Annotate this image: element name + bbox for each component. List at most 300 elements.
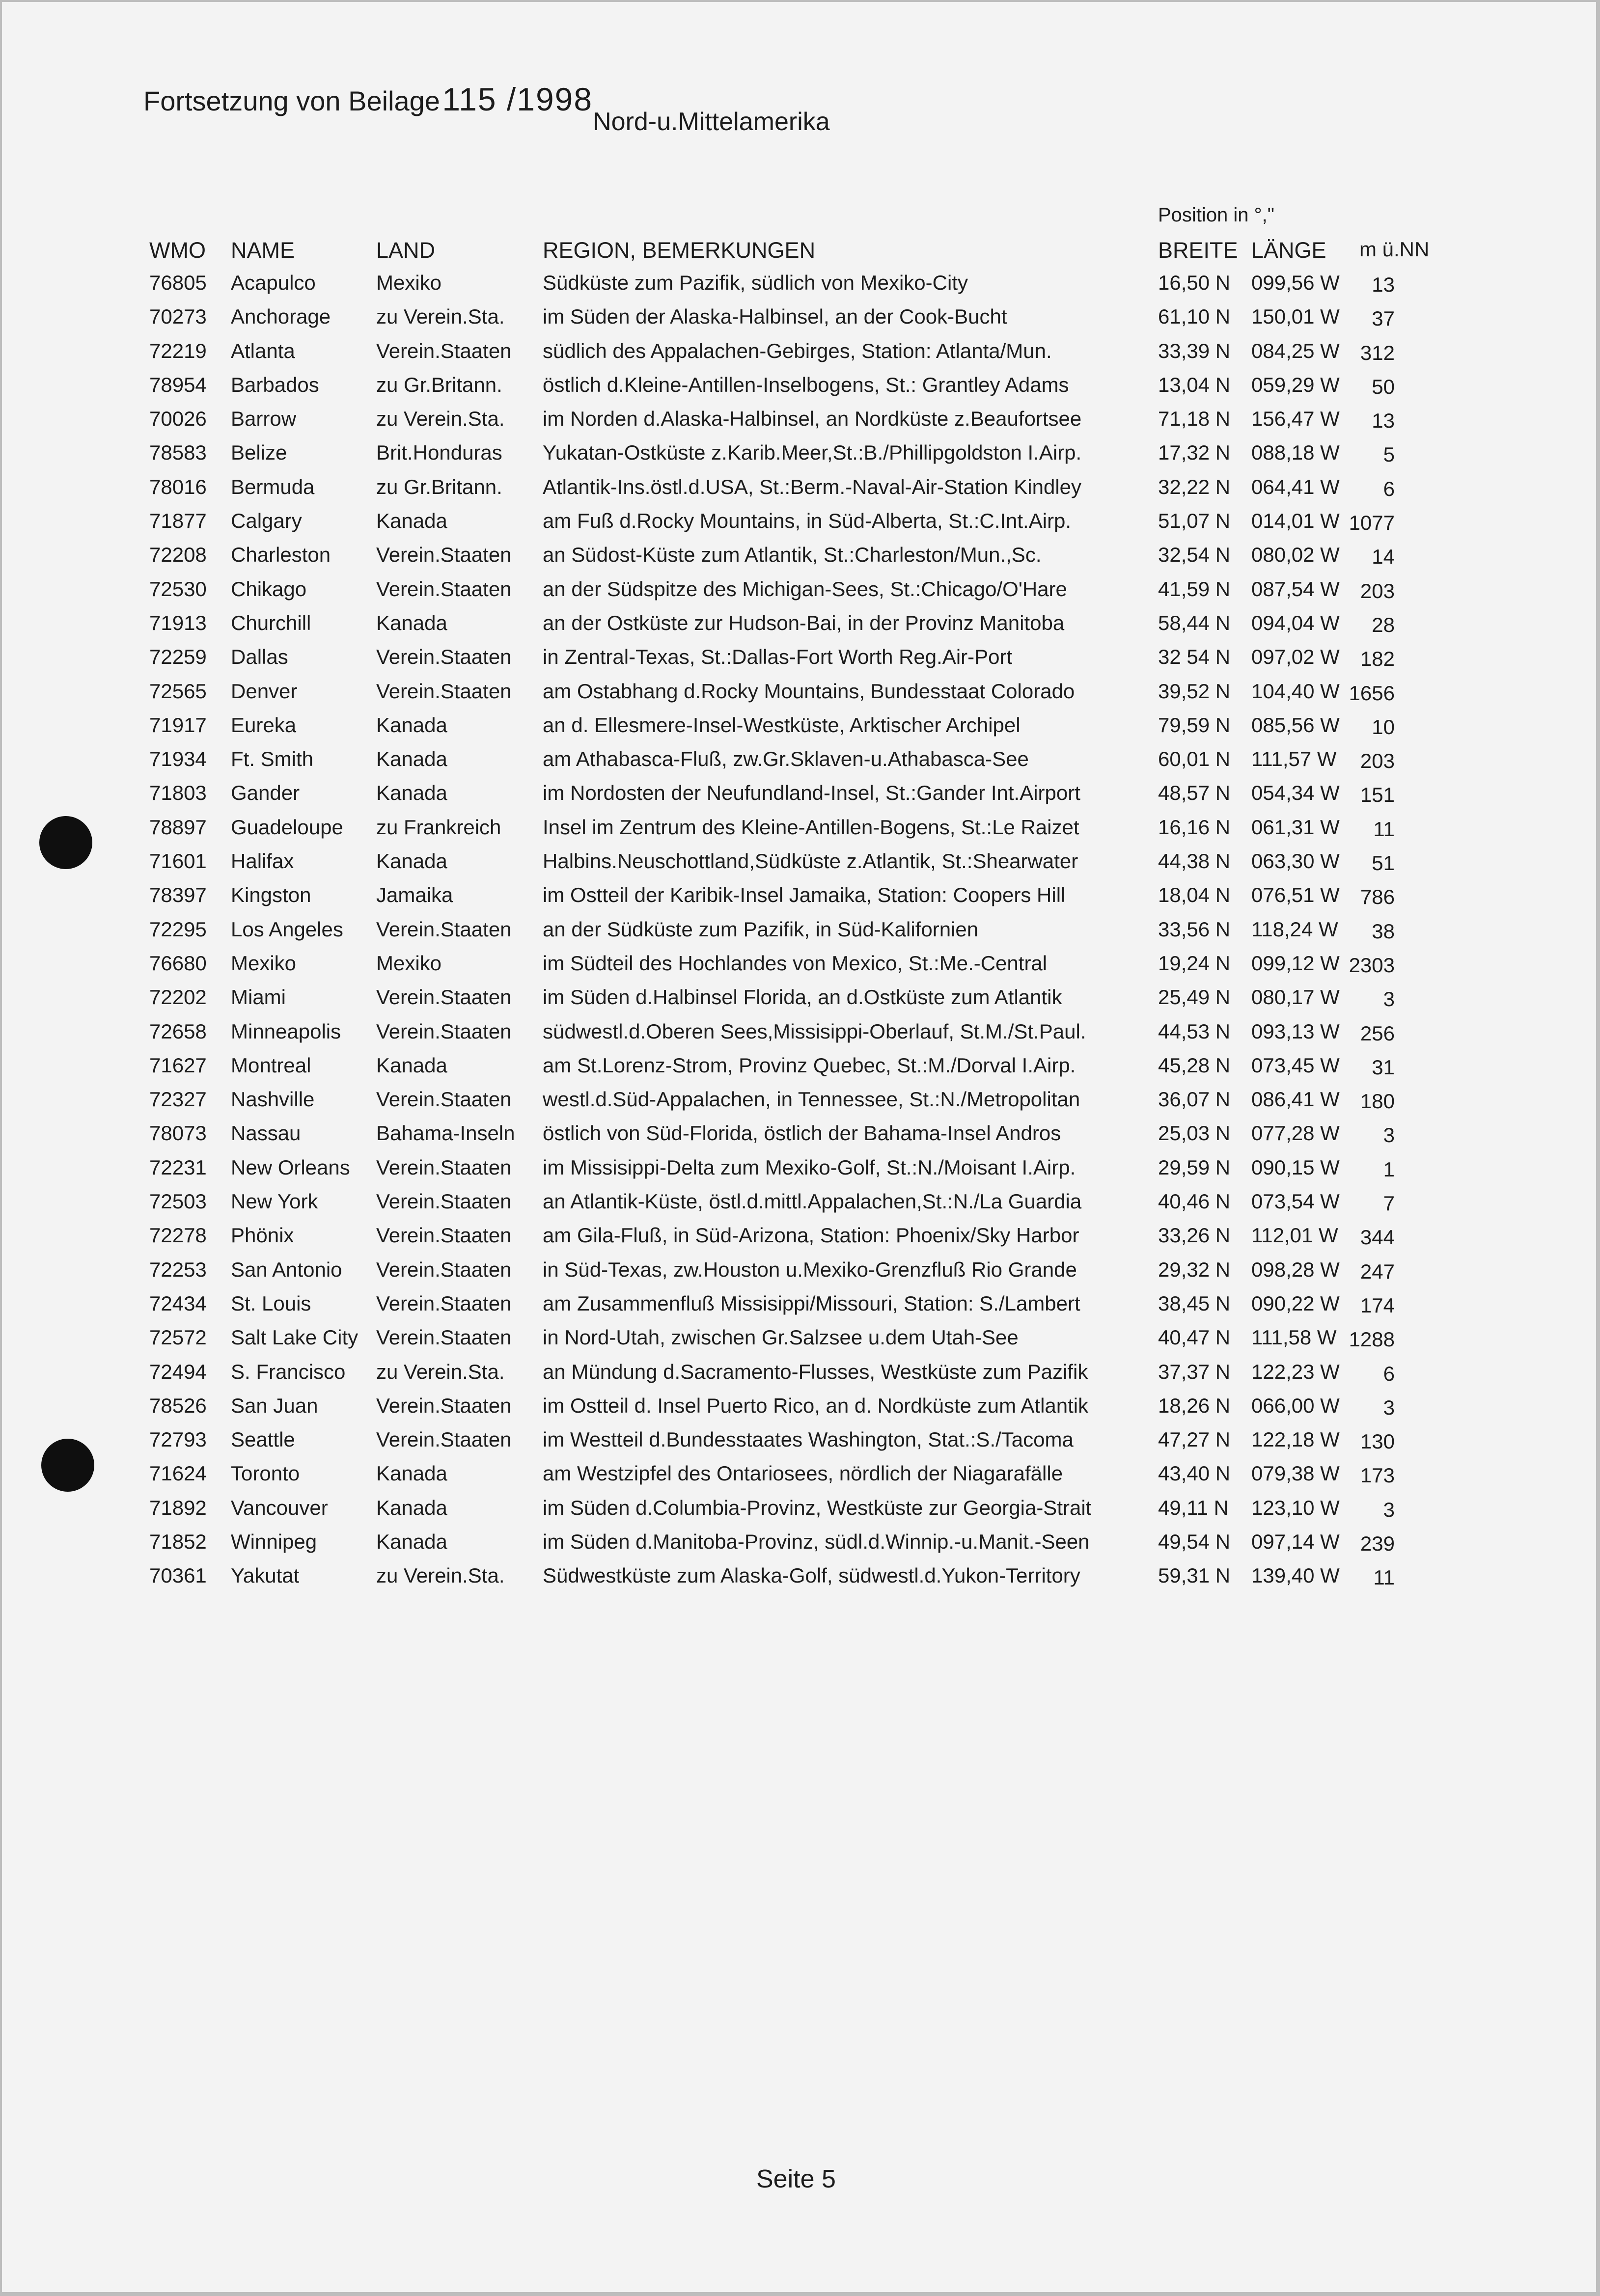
cell-breite: 48,57 N: [1158, 781, 1231, 805]
cell-wmo: 78897: [149, 815, 207, 839]
table-row: [2, 441, 1596, 475]
cell-wmo: 78016: [149, 475, 207, 498]
cell-hoehe: 173: [1360, 1464, 1395, 1487]
cell-hoehe: 344: [1360, 1226, 1395, 1249]
cell-hoehe: 151: [1360, 783, 1395, 807]
cell-name: San Juan: [231, 1394, 318, 1417]
table-row: [2, 611, 1596, 645]
table-row: [2, 1020, 1596, 1054]
cell-wmo: 72503: [149, 1190, 207, 1213]
cell-laenge: 099,12 W: [1251, 951, 1340, 975]
cell-wmo: 76680: [149, 951, 207, 975]
cell-region: südwestl.d.Oberen Sees,Missisippi-Oberlauf, St.M./St.Paul.: [543, 1019, 1086, 1043]
table-row: [2, 1224, 1596, 1257]
cell-hoehe: 203: [1360, 579, 1395, 602]
position-label: Position in °,": [1158, 204, 1274, 226]
col-header-hoehe: m ü.NN: [1359, 238, 1430, 261]
cell-land: Kanada: [376, 747, 447, 771]
cell-land: Verein.Staaten: [376, 577, 512, 601]
cell-name: New York: [231, 1190, 318, 1213]
table-row: [2, 1292, 1596, 1326]
cell-hoehe: 10: [1372, 715, 1395, 738]
cell-hoehe: 13: [1372, 409, 1395, 433]
cell-breite: 45,28 N: [1158, 1053, 1231, 1077]
cell-breite: 29,59 N: [1158, 1155, 1231, 1179]
cell-name: St. Louis: [231, 1291, 311, 1315]
cell-land: Kanada: [376, 1053, 447, 1077]
cell-breite: 13,04 N: [1158, 373, 1231, 396]
cell-hoehe: 1077: [1349, 511, 1395, 535]
table-row: [2, 577, 1596, 611]
cell-wmo: 71852: [149, 1530, 207, 1553]
cell-land: zu Frankreich: [376, 815, 501, 839]
cell-name: Dallas: [231, 645, 288, 669]
cell-land: Kanada: [376, 1530, 447, 1553]
table-row: [2, 816, 1596, 849]
cell-breite: 43,40 N: [1158, 1462, 1231, 1485]
cell-region: Insel im Zentrum des Kleine-Antillen-Bogens, St.:Le Raizet: [543, 815, 1079, 839]
cell-name: New Orleans: [231, 1155, 350, 1179]
cell-laenge: 094,04 W: [1251, 611, 1340, 634]
cell-name: Yakutat: [231, 1564, 300, 1587]
cell-hoehe: 11: [1373, 817, 1395, 841]
cell-land: Verein.Staaten: [376, 679, 512, 703]
cell-land: Kanada: [376, 849, 447, 873]
table-row: [2, 1258, 1596, 1292]
table-row: [2, 918, 1596, 952]
table-row: [2, 407, 1596, 441]
cell-region: südlich des Appalachen-Gebirges, Station: Atlanta/Mun.: [543, 339, 1052, 362]
cell-breite: 79,59 N: [1158, 713, 1231, 737]
table-row: [2, 373, 1596, 407]
cell-region: im Süden der Alaska-Halbinsel, an der Cook-Bucht: [543, 305, 1007, 328]
cell-region: Südküste zum Pazifik, südlich von Mexiko-City: [543, 271, 968, 294]
cell-breite: 61,10 N: [1158, 305, 1231, 328]
cell-hoehe: 6: [1383, 1362, 1395, 1385]
cell-hoehe: 7: [1383, 1192, 1395, 1215]
cell-name: Seattle: [231, 1428, 295, 1451]
cell-wmo: 78073: [149, 1121, 207, 1145]
cell-name: Churchill: [231, 611, 311, 634]
cell-laenge: 098,28 W: [1251, 1257, 1340, 1281]
cell-land: Kanada: [376, 713, 447, 737]
table-row: [2, 952, 1596, 985]
cell-region: am Fuß d.Rocky Mountains, in Süd-Alberta, St.:C.Int.Airp.: [543, 509, 1072, 533]
cell-laenge: 123,10 W: [1251, 1496, 1340, 1519]
cell-hoehe: 2303: [1349, 953, 1395, 977]
cell-hoehe: 1656: [1349, 681, 1395, 705]
cell-hoehe: 239: [1360, 1531, 1395, 1555]
cell-land: Verein.Staaten: [376, 1291, 512, 1315]
cell-land: Kanada: [376, 611, 447, 634]
cell-breite: 49,11 N: [1158, 1496, 1229, 1519]
cell-region: im Süden d.Columbia-Provinz, Westküste zur Georgia-Strait: [543, 1496, 1092, 1519]
cell-region: im Nordosten der Neufundland-Insel, St.:Gander Int.Airport: [543, 781, 1080, 805]
cell-name: Los Angeles: [231, 917, 343, 941]
cell-name: Belize: [231, 441, 287, 465]
cell-region: in Süd-Texas, zw.Houston u.Mexiko-Grenzfluß Rio Grande: [543, 1257, 1077, 1281]
cell-laenge: 112,01 W: [1251, 1224, 1338, 1247]
cell-breite: 33,26 N: [1158, 1224, 1231, 1247]
table-row: [2, 339, 1596, 373]
cell-breite: 44,38 N: [1158, 849, 1231, 873]
cell-hoehe: 38: [1372, 919, 1395, 943]
table-row: [2, 985, 1596, 1019]
cell-breite: 44,53 N: [1158, 1019, 1231, 1043]
table-row: [2, 1462, 1596, 1496]
cell-hoehe: 13: [1372, 273, 1395, 296]
cell-region: im Missisippi-Delta zum Mexiko-Golf, St.:N./Moisant I.Airp.: [543, 1155, 1076, 1179]
cell-land: Verein.Staaten: [376, 1257, 512, 1281]
cell-wmo: 72494: [149, 1360, 207, 1383]
cell-region: Südwestküste zum Alaska-Golf, südwestl.d.Yukon-Territory: [543, 1564, 1080, 1587]
cell-name: Charleston: [231, 543, 331, 567]
cell-name: Phönix: [231, 1224, 294, 1247]
cell-wmo: 72208: [149, 543, 207, 567]
cell-wmo: 71934: [149, 747, 207, 771]
cell-region: Yukatan-Ostküste z.Karib.Meer,St.:B./Phillipgoldston I.Airp.: [543, 441, 1082, 465]
cell-land: Verein.Staaten: [376, 1155, 512, 1179]
cell-land: Verein.Staaten: [376, 1326, 512, 1349]
cell-hoehe: 3: [1383, 1498, 1395, 1521]
cell-wmo: 72572: [149, 1326, 207, 1349]
cell-hoehe: 31: [1372, 1055, 1395, 1079]
cell-name: Calgary: [231, 509, 302, 533]
col-header-laenge: LÄNGE: [1251, 238, 1326, 263]
cell-land: Verein.Staaten: [376, 1088, 512, 1111]
cell-region: an der Südspitze des Michigan-Sees, St.:Chicago/O'Hare: [543, 577, 1067, 601]
cell-wmo: 72259: [149, 645, 207, 669]
cell-breite: 18,26 N: [1158, 1394, 1231, 1417]
cell-hoehe: 256: [1360, 1021, 1395, 1045]
table-row: [2, 1088, 1596, 1121]
cell-wmo: 70273: [149, 305, 207, 328]
cell-laenge: 073,45 W: [1251, 1053, 1340, 1077]
cell-land: Jamaika: [376, 883, 453, 907]
table-row: [2, 1394, 1596, 1428]
cell-region: an d. Ellesmere-Insel-Westküste, Arktischer Archipel: [543, 713, 1021, 737]
cell-laenge: 097,02 W: [1251, 645, 1340, 669]
cell-region: im Ostteil der Karibik-Insel Jamaika, Station: Coopers Hill: [543, 883, 1066, 907]
cell-land: zu Verein.Sta.: [376, 1360, 505, 1383]
cell-wmo: 71624: [149, 1462, 207, 1485]
cell-name: Vancouver: [231, 1496, 328, 1519]
cell-land: Kanada: [376, 781, 447, 805]
cell-wmo: 72658: [149, 1019, 207, 1043]
cell-wmo: 78954: [149, 373, 207, 396]
cell-wmo: 71917: [149, 713, 207, 737]
table-row: [2, 305, 1596, 339]
table-row: [2, 1530, 1596, 1564]
cell-wmo: 76805: [149, 271, 207, 294]
cell-laenge: 079,38 W: [1251, 1462, 1340, 1485]
cell-wmo: 71627: [149, 1053, 207, 1077]
cell-hoehe: 174: [1360, 1293, 1395, 1317]
cell-region: im Süden d.Halbinsel Florida, an d.Ostküste zum Atlantik: [543, 985, 1062, 1009]
cell-hoehe: 3: [1383, 1395, 1395, 1419]
table-row: [2, 1428, 1596, 1462]
cell-wmo: 70361: [149, 1564, 207, 1587]
cell-laenge: 118,24 W: [1251, 917, 1338, 941]
cell-hoehe: 180: [1360, 1090, 1395, 1113]
cell-wmo: 71601: [149, 849, 207, 873]
cell-wmo: 71913: [149, 611, 207, 634]
cell-region: Atlantik-Ins.östl.d.USA, St.:Berm.-Naval-Air-Station Kindley: [543, 475, 1082, 498]
table-row: [2, 1326, 1596, 1360]
cell-name: Toronto: [231, 1462, 300, 1485]
cell-laenge: 073,54 W: [1251, 1190, 1340, 1213]
cell-region: im Süden d.Manitoba-Provinz, südl.d.Winnip.-u.Manit.-Seen: [543, 1530, 1090, 1553]
cell-land: Verein.Staaten: [376, 1428, 512, 1451]
cell-name: Salt Lake City: [231, 1326, 359, 1349]
cell-breite: 71,18 N: [1158, 407, 1231, 431]
cell-region: im Südteil des Hochlandes von Mexico, St.:Me.-Central: [543, 951, 1048, 975]
cell-name: Kingston: [231, 883, 311, 907]
cell-hoehe: 3: [1383, 987, 1395, 1011]
header-number: 115 /1998: [442, 81, 593, 117]
cell-hoehe: 5: [1383, 443, 1395, 466]
cell-breite: 32,22 N: [1158, 475, 1231, 498]
cell-region: am Gila-Fluß, in Süd-Arizona, Station: Phoenix/Sky Harbor: [543, 1224, 1079, 1247]
cell-hoehe: 1: [1383, 1157, 1395, 1181]
cell-breite: 38,45 N: [1158, 1291, 1231, 1315]
cell-breite: 16,50 N: [1158, 271, 1231, 294]
cell-name: Barbados: [231, 373, 319, 396]
cell-hoehe: 1288: [1349, 1328, 1395, 1351]
table-row: [2, 475, 1596, 509]
cell-land: Verein.Staaten: [376, 543, 512, 567]
cell-breite: 41,59 N: [1158, 577, 1231, 601]
station-table: [2, 271, 1596, 1598]
cell-laenge: 080,02 W: [1251, 543, 1340, 567]
cell-breite: 39,52 N: [1158, 679, 1231, 703]
cell-laenge: 059,29 W: [1251, 373, 1340, 396]
cell-region: in Zentral-Texas, St.:Dallas-Fort Worth Reg.Air-Port: [543, 645, 1013, 669]
cell-breite: 32 54 N: [1158, 645, 1231, 669]
table-row: [2, 1190, 1596, 1224]
cell-wmo: 72278: [149, 1224, 207, 1247]
cell-wmo: 78583: [149, 441, 207, 465]
cell-name: Minneapolis: [231, 1019, 341, 1043]
cell-laenge: 087,54 W: [1251, 577, 1340, 601]
cell-wmo: 72219: [149, 339, 207, 362]
cell-breite: 58,44 N: [1158, 611, 1231, 634]
cell-wmo: 72793: [149, 1428, 207, 1451]
cell-land: Bahama-Inseln: [376, 1121, 515, 1145]
table-row: [2, 849, 1596, 883]
cell-region: im Westteil d.Bundesstaates Washington, Stat.:S./Tacoma: [543, 1428, 1074, 1451]
cell-laenge: 099,56 W: [1251, 271, 1340, 294]
cell-laenge: 063,30 W: [1251, 849, 1340, 873]
cell-region: westl.d.Süd-Appalachen, in Tennessee, St.:N./Metropolitan: [543, 1088, 1080, 1111]
cell-breite: 37,37 N: [1158, 1360, 1231, 1383]
cell-hoehe: 312: [1360, 341, 1395, 364]
page-number: Seite 5: [756, 2165, 836, 2193]
cell-land: zu Gr.Britann.: [376, 373, 502, 396]
table-row: [2, 1054, 1596, 1088]
cell-laenge: 156,47 W: [1251, 407, 1340, 431]
table-row: [2, 1121, 1596, 1155]
cell-region: am Athabasca-Fluß, zw.Gr.Sklaven-u.Athabasca-See: [543, 747, 1029, 771]
cell-hoehe: 51: [1372, 851, 1395, 875]
cell-laenge: 066,00 W: [1251, 1394, 1340, 1417]
cell-name: Mexiko: [231, 951, 297, 975]
cell-hoehe: 11: [1373, 1566, 1395, 1589]
cell-land: Verein.Staaten: [376, 985, 512, 1009]
cell-land: zu Verein.Sta.: [376, 305, 505, 328]
col-header-name: NAME: [231, 238, 295, 263]
cell-wmo: 72530: [149, 577, 207, 601]
table-row: [2, 1360, 1596, 1394]
cell-land: Verein.Staaten: [376, 1394, 512, 1417]
cell-laenge: 122,23 W: [1251, 1360, 1340, 1383]
cell-name: Halifax: [231, 849, 294, 873]
cell-breite: 36,07 N: [1158, 1088, 1231, 1111]
header-prefix: Fortsetzung von Beilage: [143, 85, 440, 116]
cell-region: Halbins.Neuschottland,Südküste z.Atlantik, St.:Shearwater: [543, 849, 1078, 873]
cell-region: am Zusammenfluß Missisippi/Missouri, Station: S./Lambert: [543, 1291, 1080, 1315]
cell-region: am Westzipfel des Ontariosees, nördlich der Niagarafälle: [543, 1462, 1063, 1485]
cell-name: Winnipeg: [231, 1530, 317, 1553]
cell-laenge: 085,56 W: [1251, 713, 1340, 737]
cell-name: Montreal: [231, 1053, 311, 1077]
cell-land: Verein.Staaten: [376, 1019, 512, 1043]
cell-breite: 17,32 N: [1158, 441, 1231, 465]
cell-hoehe: 50: [1372, 375, 1395, 398]
cell-laenge: 014,01 W: [1251, 509, 1340, 533]
cell-laenge: 064,41 W: [1251, 475, 1340, 498]
cell-breite: 60,01 N: [1158, 747, 1231, 771]
cell-region: im Ostteil d. Insel Puerto Rico, an d. Nordküste zum Atlantik: [543, 1394, 1089, 1417]
cell-region: östlich d.Kleine-Antillen-Inselbogens, St.: Grantley Adams: [543, 373, 1069, 396]
cell-region: an Mündung d.Sacramento-Flusses, Westküste zum Pazifik: [543, 1360, 1088, 1383]
cell-hoehe: 247: [1360, 1259, 1395, 1283]
cell-land: zu Verein.Sta.: [376, 407, 505, 431]
cell-land: Verein.Staaten: [376, 1224, 512, 1247]
table-row: [2, 747, 1596, 781]
table-row: [2, 781, 1596, 815]
cell-land: Brit.Honduras: [376, 441, 502, 465]
cell-breite: 49,54 N: [1158, 1530, 1231, 1553]
cell-laenge: 061,31 W: [1251, 815, 1340, 839]
cell-breite: 25,03 N: [1158, 1121, 1231, 1145]
cell-breite: 33,56 N: [1158, 917, 1231, 941]
cell-hoehe: 3: [1383, 1123, 1395, 1147]
cell-name: Nassau: [231, 1121, 301, 1145]
col-header-wmo: WMO: [149, 238, 206, 263]
col-header-breite: BREITE: [1158, 238, 1238, 263]
cell-name: Chikago: [231, 577, 307, 601]
table-row: [2, 713, 1596, 747]
cell-wmo: 72231: [149, 1155, 207, 1179]
table-row: [2, 1496, 1596, 1530]
cell-wmo: 78397: [149, 883, 207, 907]
cell-breite: 40,47 N: [1158, 1326, 1231, 1349]
table-row: [2, 1156, 1596, 1190]
cell-region: am St.Lorenz-Strom, Provinz Quebec, St.:M./Dorval I.Airp.: [543, 1053, 1076, 1077]
cell-laenge: 139,40 W: [1251, 1564, 1340, 1587]
cell-laenge: 054,34 W: [1251, 781, 1340, 805]
cell-hoehe: 28: [1372, 613, 1395, 636]
cell-breite: 40,46 N: [1158, 1190, 1231, 1213]
table-row: [2, 883, 1596, 917]
cell-wmo: 78526: [149, 1394, 207, 1417]
cell-region: in Nord-Utah, zwischen Gr.Salzsee u.dem Utah-See: [543, 1326, 1019, 1349]
cell-laenge: 111,57 W: [1251, 747, 1337, 771]
cell-breite: 59,31 N: [1158, 1564, 1231, 1587]
cell-name: Atlanta: [231, 339, 295, 362]
cell-region: an Atlantik-Küste, östl.d.mittl.Appalachen,St.:N./La Guardia: [543, 1190, 1082, 1213]
cell-region: am Ostabhang d.Rocky Mountains, Bundesstaat Colorado: [543, 679, 1075, 703]
cell-hoehe: 182: [1360, 647, 1395, 671]
cell-name: Nashville: [231, 1088, 315, 1111]
cell-name: Ft. Smith: [231, 747, 314, 771]
column-header-row: [2, 238, 1596, 267]
header-region: Nord-u.Mittelamerika: [593, 108, 830, 136]
cell-wmo: 71803: [149, 781, 207, 805]
cell-wmo: 72202: [149, 985, 207, 1009]
cell-laenge: 093,13 W: [1251, 1019, 1340, 1043]
cell-laenge: 111,58 W: [1251, 1326, 1337, 1349]
cell-hoehe: 203: [1360, 749, 1395, 773]
cell-land: Verein.Staaten: [376, 339, 512, 362]
cell-laenge: 077,28 W: [1251, 1121, 1340, 1145]
table-row: [2, 680, 1596, 713]
table-row: [2, 1564, 1596, 1598]
cell-breite: 16,16 N: [1158, 815, 1231, 839]
cell-wmo: 70026: [149, 407, 207, 431]
cell-name: Anchorage: [231, 305, 331, 328]
cell-wmo: 72295: [149, 917, 207, 941]
cell-laenge: 076,51 W: [1251, 883, 1340, 907]
cell-land: Verein.Staaten: [376, 1190, 512, 1213]
cell-wmo: 72253: [149, 1257, 207, 1281]
cell-name: S. Francisco: [231, 1360, 346, 1383]
cell-wmo: 71877: [149, 509, 207, 533]
cell-laenge: 097,14 W: [1251, 1530, 1340, 1553]
col-header-land: LAND: [376, 238, 436, 263]
cell-breite: 47,27 N: [1158, 1428, 1231, 1451]
cell-region: östlich von Süd-Florida, östlich der Bahama-Insel Andros: [543, 1121, 1061, 1145]
cell-land: Verein.Staaten: [376, 645, 512, 669]
cell-name: Eureka: [231, 713, 297, 737]
cell-wmo: 72434: [149, 1291, 207, 1315]
cell-name: Acapulco: [231, 271, 316, 294]
table-row: [2, 509, 1596, 543]
cell-laenge: 084,25 W: [1251, 339, 1340, 362]
cell-name: Bermuda: [231, 475, 315, 498]
cell-hoehe: 130: [1360, 1430, 1395, 1453]
cell-name: San Antonio: [231, 1257, 342, 1281]
cell-breite: 18,04 N: [1158, 883, 1231, 907]
cell-region: an Südost-Küste zum Atlantik, St.:Charleston/Mun.,Sc.: [543, 543, 1042, 567]
cell-land: zu Gr.Britann.: [376, 475, 502, 498]
cell-wmo: 72327: [149, 1088, 207, 1111]
cell-land: Mexiko: [376, 271, 442, 294]
cell-region: im Norden d.Alaska-Halbinsel, an Nordküste z.Beaufortsee: [543, 407, 1082, 431]
cell-breite: 19,24 N: [1158, 951, 1231, 975]
cell-breite: 29,32 N: [1158, 1257, 1231, 1281]
cell-laenge: 090,15 W: [1251, 1155, 1340, 1179]
cell-laenge: 080,17 W: [1251, 985, 1340, 1009]
cell-breite: 25,49 N: [1158, 985, 1231, 1009]
cell-laenge: 088,18 W: [1251, 441, 1340, 465]
table-row: [2, 645, 1596, 679]
cell-name: Guadeloupe: [231, 815, 343, 839]
cell-breite: 32,54 N: [1158, 543, 1231, 567]
cell-laenge: 150,01 W: [1251, 305, 1340, 328]
cell-land: zu Verein.Sta.: [376, 1564, 505, 1587]
